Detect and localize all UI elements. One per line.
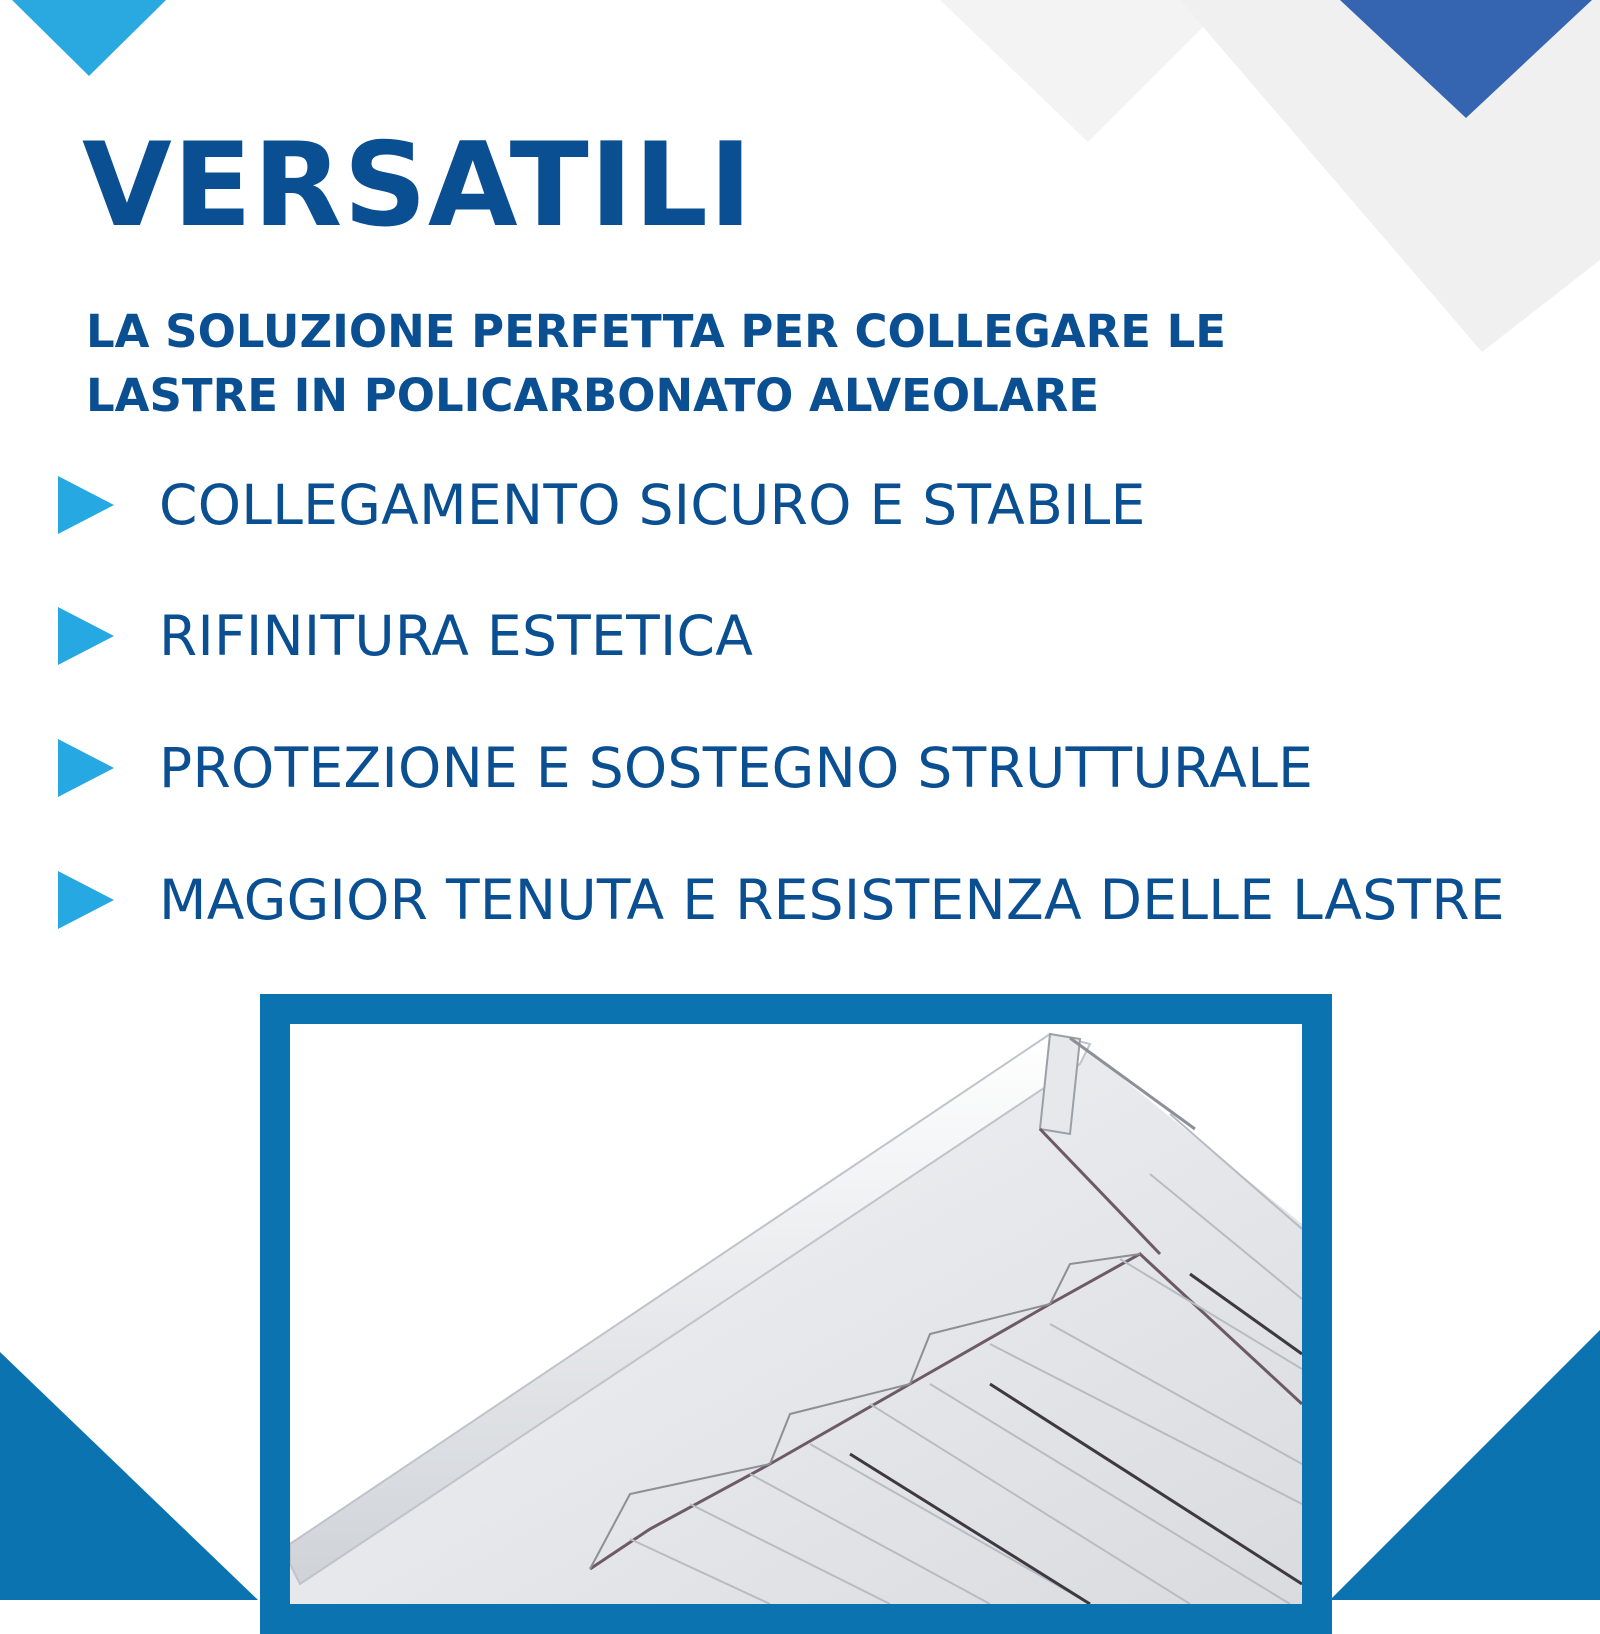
feature-label: RIFINITURA ESTETICA xyxy=(159,604,754,668)
feature-label: PROTEZIONE E SOSTEGNO STRUTTURALE xyxy=(159,736,1314,800)
feature-item xyxy=(58,860,1578,940)
feature-item xyxy=(58,465,1578,545)
feature-label: COLLEGAMENTO SICURO E STABILE xyxy=(159,473,1146,537)
product-photo-frame xyxy=(260,994,1332,1634)
play-arrow-icon xyxy=(58,871,114,929)
polycarbonate-profile-image xyxy=(290,1024,1302,1604)
feature-item xyxy=(58,728,1578,808)
feature-item xyxy=(58,596,1578,676)
blue-triangle-bottom-right xyxy=(1330,1330,1600,1600)
play-arrow-icon xyxy=(58,476,114,534)
subheadline: LA SOLUZIONE PERFETTA PER COLLEGARE LE LASTRE IN POLICARBONATO ALVEOLARE xyxy=(86,305,1227,422)
play-arrow-icon xyxy=(58,739,114,797)
feature-label: MAGGIOR TENUTA E RESISTENZA DELLE LASTRE xyxy=(159,868,1505,932)
blue-triangle-bottom-left xyxy=(0,1352,258,1600)
headline: VERSATILI xyxy=(82,118,754,253)
play-arrow-icon xyxy=(58,607,114,665)
